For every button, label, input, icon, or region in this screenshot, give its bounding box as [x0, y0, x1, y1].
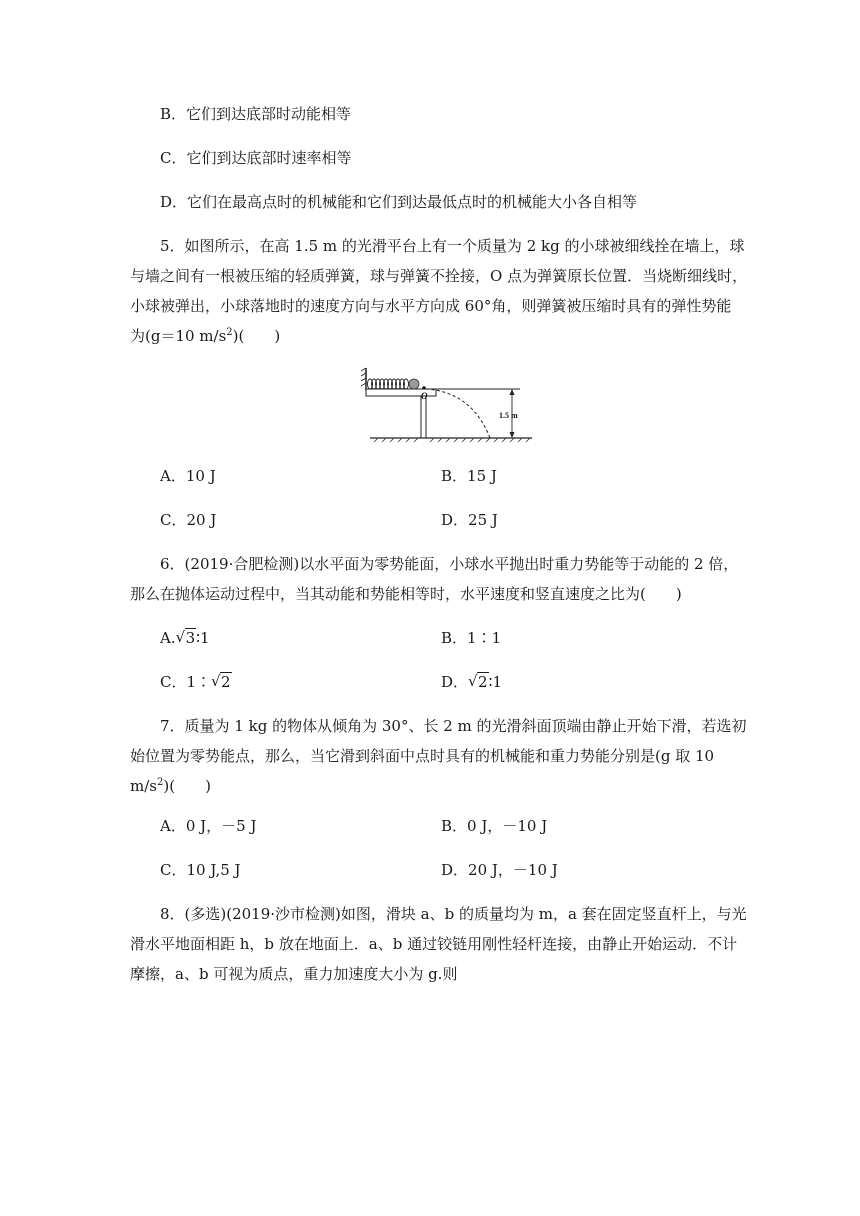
q4-option-c: C．它们到达底部时速率相等: [160, 149, 352, 167]
q7-stem-line-3-suffix: )( ): [163, 777, 211, 795]
q5-option-b: B．15 J: [441, 467, 497, 485]
q7-option-a: A．0 J，－5 J: [160, 817, 257, 835]
q5-option-d: D．25 J: [441, 511, 498, 529]
ground: [370, 438, 532, 442]
q6-option-c-radicand: 2: [221, 673, 231, 691]
label-height: 1.5 m: [499, 411, 518, 420]
sqrt-symbol: √ 2: [468, 672, 488, 691]
q5-stem-line-3: 小球被弹出，小球落地时的速度方向与水平方向成 60°角，则弹簧被压缩时具有的弹性势能: [130, 297, 732, 315]
q8-stem-line-1: 8．(多选)(2019·沙市检测)如图，滑块 a、b 的质量均为 m，a 套在固定竖直杆上，与光: [160, 905, 747, 923]
q8-stem-line-3: 摩擦，a、b 可视为质点，重力加速度大小为 g.则: [130, 965, 458, 983]
q5-figure: [360, 362, 540, 444]
q7-stem-line-1: 7．质量为 1 kg 的物体从倾角为 30°、长 2 m 的光滑斜面顶端由静止开始下滑，若选初: [160, 717, 747, 735]
q7-option-c: C．10 J,5 J: [160, 861, 241, 879]
q6-option-d-radicand: 2: [478, 673, 488, 691]
q7-stem-line-3: [130, 776, 211, 796]
q5-stem-line-1: 5．如图所示，在高 1.5 m 的光滑平台上有一个质量为 2 kg 的小球被细线拴在墙上，球: [160, 237, 745, 255]
q6-option-c: [160, 672, 232, 692]
q6-option-d: [441, 672, 502, 692]
q6-stem-line-1: 6．(2019·合肥检测)以水平面为零势能面，小球水平抛出时重力势能等于动能的 2 倍，: [160, 555, 739, 573]
q6-option-d-suffix: ∶1: [488, 673, 503, 691]
q6-option-b: B．1∶1: [441, 629, 502, 647]
q5-option-a: A．10 J: [160, 467, 216, 485]
sqrt-symbol: √ 2: [211, 672, 231, 691]
q6-option-d-prefix: D．: [441, 673, 469, 691]
q7-stem-line-2: 始位置为零势能点，那么，当它滑到斜面中点时具有的机械能和重力势能分别是(g 取 10: [130, 747, 715, 765]
q6-option-a-radicand: 3: [185, 629, 196, 647]
sqrt-symbol: √ 3: [175, 628, 196, 647]
q6-option-a: [160, 628, 210, 648]
spring: [368, 379, 409, 389]
q7-stem-line-3-prefix: m/s: [130, 777, 157, 795]
label-o: O: [421, 391, 428, 401]
q7-option-b: B．0 J，－10 J: [441, 817, 548, 835]
q5-stem-line-4-suffix: )( ): [232, 327, 281, 345]
q5-stem-line-4-prefix: 为(g＝10 m/s: [130, 327, 227, 345]
q5-stem-line-4: [130, 326, 280, 346]
q7-option-d: D．20 J，－10 J: [441, 861, 558, 879]
q5-stem-line-4-sup: 2: [226, 327, 233, 338]
q5-stem-line-2: 与墙之间有一根被压缩的轻质弹簧，球与弹簧不拴接，O 点为弹簧原长位置．当烧断细线时，: [130, 267, 748, 285]
q6-stem-line-2: 那么在抛体运动过程中，当其动能和势能相等时，水平速度和竖直速度之比为( ): [130, 585, 682, 603]
q8-stem-line-2: 滑水平地面相距 h，b 放在地面上．a、b 通过铰链用刚性轻杆连接，由静止开始运动．不计: [130, 935, 738, 953]
q7-stem-line-3-sup: 2: [156, 777, 164, 788]
platform-leg: [421, 396, 426, 438]
q5-option-c: C．20 J: [160, 511, 217, 529]
q6-option-c-prefix: C．1∶: [160, 673, 212, 691]
q6-option-a-suffix: ∶1: [196, 629, 210, 647]
q4-option-b: B．它们到达底部时动能相等: [160, 105, 352, 123]
q4-option-d: D．它们在最高点时的机械能和它们到达最低点时的机械能大小各自相等: [160, 193, 638, 211]
wall: [361, 368, 366, 390]
ball: [409, 379, 419, 389]
q6-option-a-prefix: A.: [160, 629, 176, 647]
